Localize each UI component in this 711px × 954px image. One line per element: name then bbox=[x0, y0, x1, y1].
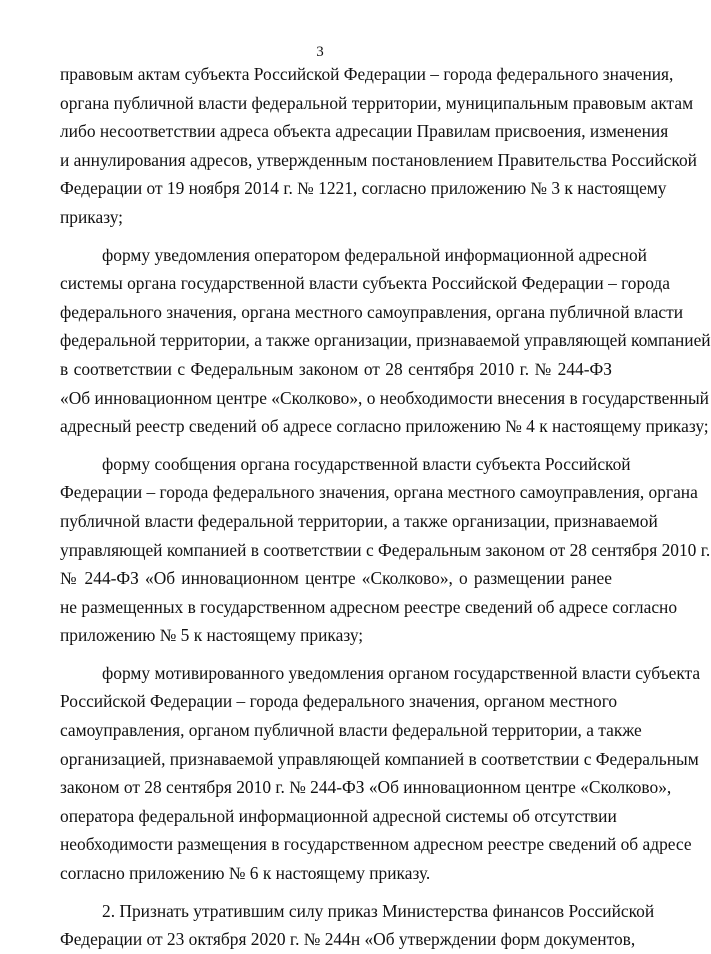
text-line: № 244-ФЗ «Об инновационном центре «Сколково», о размещении ранее bbox=[60, 568, 612, 589]
text-line: органа публичной власти федеральной территории, муниципальным правовым актам bbox=[60, 92, 694, 113]
paragraph-gap bbox=[60, 888, 612, 897]
text-line: федеральной территории, а также организации, признаваемой управляющей компанией bbox=[60, 330, 711, 351]
text-line: Федерации от 19 ноября 2014 г. № 1221, согласно приложению № 3 к настоящему bbox=[60, 178, 667, 199]
text-line: «Об инновационном центре «Сколково», о необходимости внесения в государственный bbox=[60, 387, 709, 408]
paragraph-gap bbox=[60, 441, 612, 450]
text-line: управляющей компанией в соответствии с Федеральным законом от 28 сентября 2010 г. bbox=[60, 539, 711, 560]
text-line: федерального значения, органа местного самоуправления, органа публичной власти bbox=[60, 301, 684, 322]
text-line: приказу; bbox=[60, 206, 124, 227]
text-line: Федерации – города федерального значения, органа местного самоуправления, органа bbox=[60, 482, 698, 503]
text-line: адресный реестр сведений об адресе согласно приложению № 4 к настоящему приказу; bbox=[60, 416, 709, 437]
text-line: и аннулирования адресов, утвержденным постановлением Правительства Российской bbox=[60, 149, 697, 170]
text-line: форму сообщения органа государственной власти субъекта Российской bbox=[102, 453, 631, 474]
text-line: форму мотивированного уведомления органом государственной власти субъекта bbox=[102, 662, 701, 683]
paragraph-p4 bbox=[60, 659, 701, 888]
text-line: либо несоответствии адреса объекта адресации Правилам присвоения, изменения bbox=[60, 121, 669, 142]
text-line: оператора федеральной информационной адресной системы об отсутствии bbox=[60, 805, 617, 826]
text-line: Российской Федерации – города федерального значения, органом местного bbox=[60, 691, 618, 712]
text-line: Федерации от 23 октября 2020 г. № 244н «Об утверждении форм документов, bbox=[60, 929, 636, 950]
paragraph-p5 bbox=[60, 897, 655, 954]
text-line: не размещенных в государственном адресном реестре сведений об адресе согласно bbox=[60, 596, 678, 617]
text-line: необходимости размещения в государственном адресном реестре сведений об адресе bbox=[60, 834, 692, 855]
text-line: 2. Признать утратившим силу приказ Министерства финансов Российской bbox=[102, 900, 655, 921]
text-line: организацией, признаваемой управляющей компанией в соответствии с Федеральным bbox=[60, 748, 699, 769]
text-line: приложению № 5 к настоящему приказу; bbox=[60, 625, 364, 646]
page-number: 3 bbox=[316, 44, 324, 60]
text-line: правовым актам субъекта Российской Федерации – города федерального значения, bbox=[60, 64, 674, 84]
text-line: публичной власти федеральной территории, а также организации, признаваемой bbox=[60, 510, 658, 531]
text-line: согласно приложению № 6 к настоящему приказу. bbox=[60, 863, 431, 884]
text-line: в соответствии с Федеральным законом от 28 сентября 2010 г. № 244-ФЗ bbox=[60, 358, 612, 379]
paragraph-p2 bbox=[60, 241, 711, 441]
text-line: законом от 28 сентября 2010 г. № 244-ФЗ «Об инновационном центре «Сколково», bbox=[60, 777, 672, 798]
document-body bbox=[60, 60, 711, 954]
text-line: форму уведомления оператором федеральной информационной адресной bbox=[102, 244, 647, 265]
text-line: самоуправления, органом публичной власти федеральной территории, а также bbox=[60, 720, 642, 741]
paragraph-gap bbox=[60, 232, 612, 241]
paragraph-p3 bbox=[60, 450, 711, 650]
paragraph-gap bbox=[60, 650, 612, 659]
text-line: системы органа государственной власти субъекта Российской Федерации – города bbox=[60, 273, 670, 294]
paragraph-p1 bbox=[60, 60, 697, 232]
